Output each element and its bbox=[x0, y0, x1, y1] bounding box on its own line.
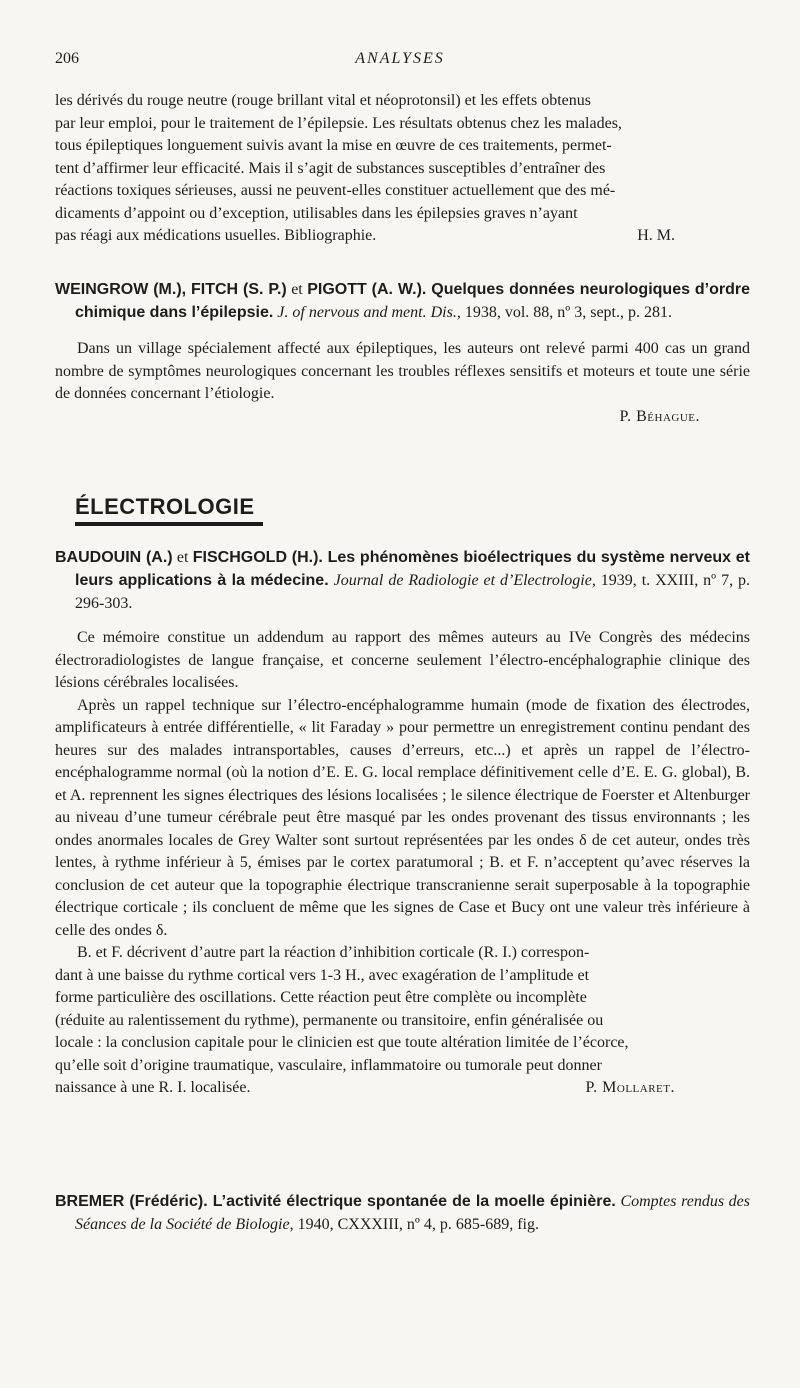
entry2-body: Dans un village spécialement affecté aux épileptiques, les auteurs ont relevé parmi 400 cas un grand nombre de symptômes neurologiques concernant les troubles réflexes sensitifs et moteurs et toute une série de données concernant l’étiologie. bbox=[55, 340, 750, 402]
entry1-last-line bbox=[55, 225, 750, 248]
entry3-para3-line: dant à une baisse du rythme cortical vers 1-3 H., avec exagération de l’amplitude et bbox=[55, 966, 590, 984]
page-number: 206 bbox=[55, 50, 79, 67]
entry1-line: les dérivés du rouge neutre (rouge brillant vital et néoprotonsil) et les effets obtenus bbox=[55, 92, 591, 109]
entry2-signature-text: P. Béhague. bbox=[619, 407, 700, 425]
entry2-reference: 1938, vol. 88, nº 3, sept., p. 281. bbox=[460, 304, 672, 321]
entry3-para3-line: B. et F. décrivent d’autre part la réaction d’inhibition corticale (R. I.) correspon- bbox=[77, 944, 590, 961]
entry1-line: réactions toxiques sérieuses, aussi ne peuvent-elles constituer actuellement que des mé- bbox=[55, 182, 616, 199]
entry3-para3-line: forme particulière des oscillations. Cette réaction peut être complète ou incomplète bbox=[55, 989, 587, 1006]
entry4-heading bbox=[55, 1190, 750, 1236]
entry1-signature: H. M. bbox=[637, 227, 675, 244]
entry3-para2: Après un rappel technique sur l’électro-encéphalogramme humain (mode de fixation des électrodes, amplificateurs à entrée différentielle, « lit Faraday » pour permettre un enregistrement continu pendant des heures sur des malades intransportables, causes d’erreurs, etc...) et après un rappel de l’électro-encéphalogramme normal (où la notion d’E. E. G. local remplace définitivement celle d’E. E. G. global), B. et A. reprennent les signes électriques des lésions localisées ; le silence électrique de Foerster et Altenburger au niveau d’une tumeur cérébrale peut être masqué par les ondes provenant des tissus environnants ; les ondes anormales locales de Grey Walter sont surtout représentées par les ondes δ de cet auteur, ondes très lentes, à rythme inférieur à 5, émises par le cortex paratumoral ; B. et F. n’acceptent qu’avec réserves la conclusion de cet auteur que la topographie électrique transcranienne serait superposable à la topographie électrique corticale ; ils concluent de même que les signes de Case et Bucy ont une valeur très inférieure à celle des ondes δ. bbox=[55, 696, 750, 939]
entry1-line: tent d’affirmer leur efficacité. Mais il s’agit de substances susceptibles d’entraîner des bbox=[55, 159, 606, 177]
entry3-para3-line: (réduite au ralentissement du rythme), permanente ou transitoire, enfin généralisée ou bbox=[55, 1011, 604, 1029]
entry4-title: L’activité électrique spontanée de la moelle épinière. bbox=[207, 1193, 616, 1210]
entry4-author: BREMER (Frédéric). bbox=[55, 1193, 208, 1210]
entry2-journal: J. of nervous and ment. Dis., bbox=[273, 304, 461, 321]
entry3-para3-line: locale : la conclusion capitale pour le clinicien est que toute altération limitée de l’écorce, bbox=[55, 1034, 629, 1051]
entry1-line: par leur emploi, pour le traitement de l’épilepsie. Les résultats obtenus chez les malades, bbox=[55, 114, 622, 132]
entry3-heading bbox=[55, 546, 750, 615]
entry3-conj: et bbox=[172, 549, 193, 566]
entry3-para3-line: qu’elle soit d’origine traumatique, vasculaire, inflammatoire ou tumorale peut donner bbox=[55, 1056, 602, 1074]
entry4-journal: Comptes rendus des Séances de la Société de Biologie, bbox=[75, 1193, 751, 1233]
entry3-signature: P. Mollaret. bbox=[585, 1079, 675, 1096]
entry3-author2: FISCHGOLD (H.). bbox=[192, 549, 323, 566]
entry3-journal: Journal de Radiologie et d’Electrologie, bbox=[328, 572, 596, 589]
entry1-line: dicaments d’appoint ou d’exception, utilisables dans les épilepsies graves n’ayant bbox=[55, 204, 578, 222]
entry3-last-line bbox=[55, 1077, 750, 1100]
entry2-signature bbox=[55, 406, 750, 429]
entry2-heading bbox=[55, 278, 750, 324]
page-header bbox=[55, 50, 745, 74]
entry2-authors: WEINGROW (M.), FITCH (S. P.) bbox=[55, 281, 287, 298]
entry4-reference: 1940, CXXXIII, nº 4, p. 685-689, fig. bbox=[293, 1216, 539, 1233]
section-rule bbox=[75, 522, 263, 526]
entry3-reference: 1939, t. XXIII, nº 7, p. 296-303. bbox=[75, 572, 751, 612]
entry-baudouin bbox=[55, 546, 750, 1100]
entry1-line: tous épileptiques longuement suivis avant la mise en œuvre de ces traitements, permet- bbox=[55, 137, 612, 154]
entry-continuation bbox=[55, 90, 750, 248]
entry-weingrow bbox=[55, 278, 750, 428]
entry2-conj: et bbox=[286, 281, 308, 298]
entry3-title: Les phénomènes bioélectriques du système nerveux et leurs applications à la médecine. bbox=[75, 549, 751, 589]
entry3-para1: Ce mémoire constitue un addendum au rapport des mêmes auteurs au IVe Congrès des médecins électroradiologistes de langue française, et concerne seulement l’électro-encéphalographie clinique des lésions cérébrales localisées. bbox=[55, 629, 750, 691]
entry3-author1: BAUDOUIN (A.) bbox=[55, 549, 173, 566]
entry2-title: Quelques données neurologiques d’ordre chimique dans l’épilepsie. bbox=[75, 281, 751, 321]
entry-bremer bbox=[55, 1190, 750, 1236]
section-title: ÉLECTROLOGIE bbox=[75, 494, 255, 519]
entry3-last-text: naissance à une R. I. localisée. bbox=[55, 1079, 251, 1096]
entry1-last-text: pas réagi aux médications usuelles. Bibliographie. bbox=[55, 227, 377, 244]
running-title: ANALYSES bbox=[355, 50, 445, 67]
entry2-author-last: PIGOTT (A. W.). bbox=[307, 281, 427, 298]
